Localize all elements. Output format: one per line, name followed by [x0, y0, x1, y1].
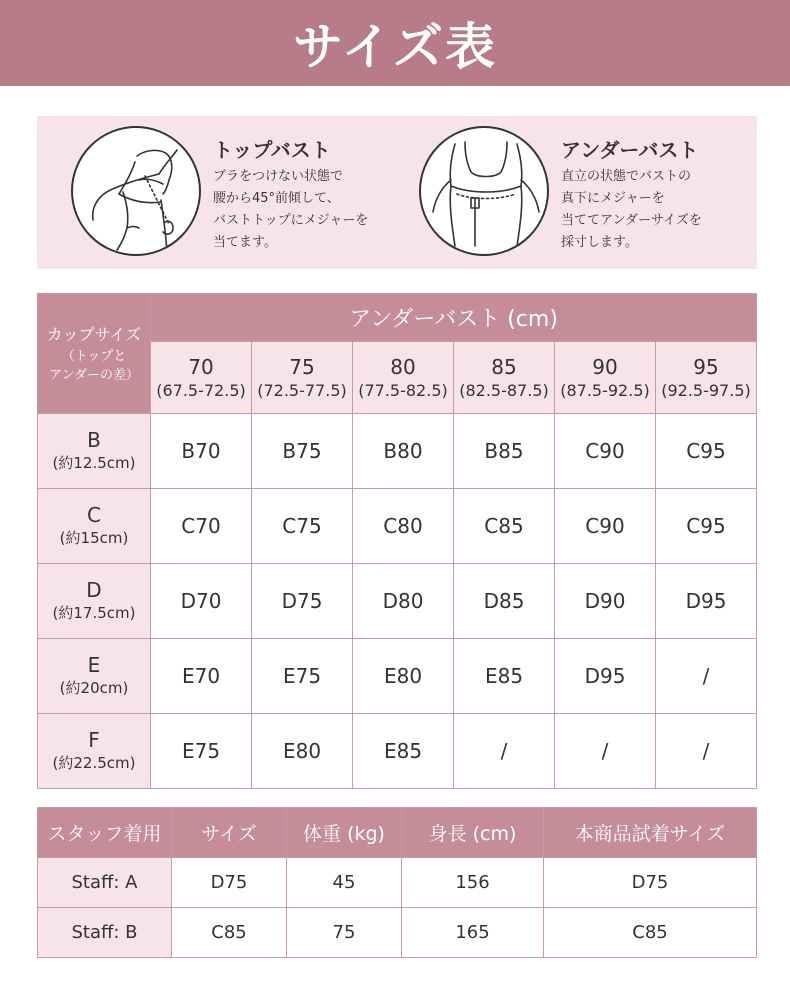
cup-difference: (約20cm) — [59, 679, 129, 697]
cup-header — [38, 639, 151, 714]
size-cell: E75 — [151, 714, 252, 789]
under-bust-header: アンダーバスト (cm) — [151, 294, 757, 342]
under-bust-guide — [417, 116, 777, 269]
cup-difference: (約17.5cm) — [52, 604, 136, 622]
band-header — [555, 342, 656, 414]
trial-size-header: 本商品試着サイズ — [544, 808, 757, 858]
staff-size: C85 — [172, 908, 287, 958]
band-size: 95 — [693, 354, 719, 379]
band-size: 75 — [289, 354, 315, 379]
size-cell: B85 — [454, 414, 555, 489]
cup-letter: E — [87, 653, 101, 677]
cup-size-label: カップサイズ — [46, 325, 142, 344]
top-bust-title: トップバスト — [213, 138, 331, 162]
band-header — [252, 342, 353, 414]
size-cell: D95 — [555, 639, 656, 714]
staff-header: スタッフ着用 — [38, 808, 172, 858]
band-size: 85 — [491, 354, 517, 379]
band-size: 70 — [188, 354, 214, 379]
band-range: (92.5-97.5) — [661, 380, 751, 400]
size-cell: D75 — [252, 564, 353, 639]
staff-height: 165 — [402, 908, 544, 958]
table-row — [38, 489, 757, 564]
size-cell: D80 — [353, 564, 454, 639]
size-cell: D95 — [656, 564, 757, 639]
band-range: (77.5-82.5) — [358, 380, 448, 400]
table-row — [38, 564, 757, 639]
size-cell: C85 — [454, 489, 555, 564]
staff-fitting-table — [37, 807, 757, 958]
size-cell: D90 — [555, 564, 656, 639]
band-range: (72.5-77.5) — [257, 380, 347, 400]
under-bust-description: 直立の状態でバストの 真下にメジャーを 当ててアンダーサイズを 採寸します。 — [561, 169, 702, 250]
size-cell: B70 — [151, 414, 252, 489]
table-row — [38, 858, 757, 908]
size-cell: D70 — [151, 564, 252, 639]
staff-weight: 45 — [287, 858, 402, 908]
size-cell: / — [656, 639, 757, 714]
staff-header-row — [38, 808, 757, 858]
cup-difference: (約15cm) — [59, 529, 129, 547]
table-row — [38, 414, 757, 489]
staff-weight: 75 — [287, 908, 402, 958]
cup-letter: C — [87, 503, 101, 527]
cup-header — [38, 714, 151, 789]
woman-standing-measuring-icon — [419, 126, 549, 256]
size-cell: E80 — [252, 714, 353, 789]
cup-letter: F — [88, 728, 100, 752]
cup-header — [38, 489, 151, 564]
band-size: 90 — [592, 354, 618, 379]
cup-letter: D — [86, 578, 102, 602]
size-cell: C70 — [151, 489, 252, 564]
cup-letter: B — [87, 428, 101, 452]
size-cell: / — [454, 714, 555, 789]
size-cell: C75 — [252, 489, 353, 564]
band-header — [151, 342, 252, 414]
size-cell: E70 — [151, 639, 252, 714]
measurement-guide — [37, 116, 757, 269]
table-row — [38, 908, 757, 958]
table-row — [38, 714, 757, 789]
cup-header — [38, 414, 151, 489]
size-cell: E85 — [353, 714, 454, 789]
size-cell: C95 — [656, 414, 757, 489]
cup-header — [38, 564, 151, 639]
staff-trial-size: D75 — [544, 858, 757, 908]
band-header — [353, 342, 454, 414]
band-size: 80 — [390, 354, 416, 379]
table-row — [38, 639, 757, 714]
under-bust-title: アンダーバスト — [561, 138, 699, 162]
staff-height: 156 — [402, 858, 544, 908]
top-bust-guide — [37, 116, 397, 269]
band-header — [454, 342, 555, 414]
band-range: (67.5-72.5) — [156, 380, 246, 400]
cup-difference: (約12.5cm) — [52, 454, 136, 472]
top-bust-description: ブラをつけない状態で 腰から45°前傾して、 バストトップにメジャーを 当てます。 — [213, 169, 369, 250]
band-header — [656, 342, 757, 414]
band-range: (82.5-87.5) — [459, 380, 549, 400]
band-range: (87.5-92.5) — [560, 380, 650, 400]
height-header: 身長 (cm) — [402, 808, 544, 858]
size-chart-table — [37, 293, 757, 789]
size-cell: C90 — [555, 414, 656, 489]
size-header: サイズ — [172, 808, 287, 858]
woman-leaning-measuring-icon — [71, 126, 201, 256]
size-cell: C80 — [353, 489, 454, 564]
size-cell: B80 — [353, 414, 454, 489]
staff-name: Staff: A — [38, 858, 172, 908]
size-cell: E80 — [353, 639, 454, 714]
page-title-banner — [0, 0, 790, 86]
size-cell: B75 — [252, 414, 353, 489]
size-cell: / — [656, 714, 757, 789]
size-cell: D85 — [454, 564, 555, 639]
size-cell: E85 — [454, 639, 555, 714]
weight-header: 体重 (kg) — [287, 808, 402, 858]
size-cell: E75 — [252, 639, 353, 714]
cup-size-sublabel: （トップと アンダーの差） — [49, 349, 139, 383]
size-header-row — [38, 294, 757, 342]
page-title: サイズ表 — [293, 18, 497, 76]
size-cell: C90 — [555, 489, 656, 564]
staff-trial-size: C85 — [544, 908, 757, 958]
staff-size: D75 — [172, 858, 287, 908]
size-cell: / — [555, 714, 656, 789]
size-cell: C95 — [656, 489, 757, 564]
staff-name: Staff: B — [38, 908, 172, 958]
cup-difference: (約22.5cm) — [52, 754, 136, 772]
cup-size-corner-header — [38, 294, 151, 414]
